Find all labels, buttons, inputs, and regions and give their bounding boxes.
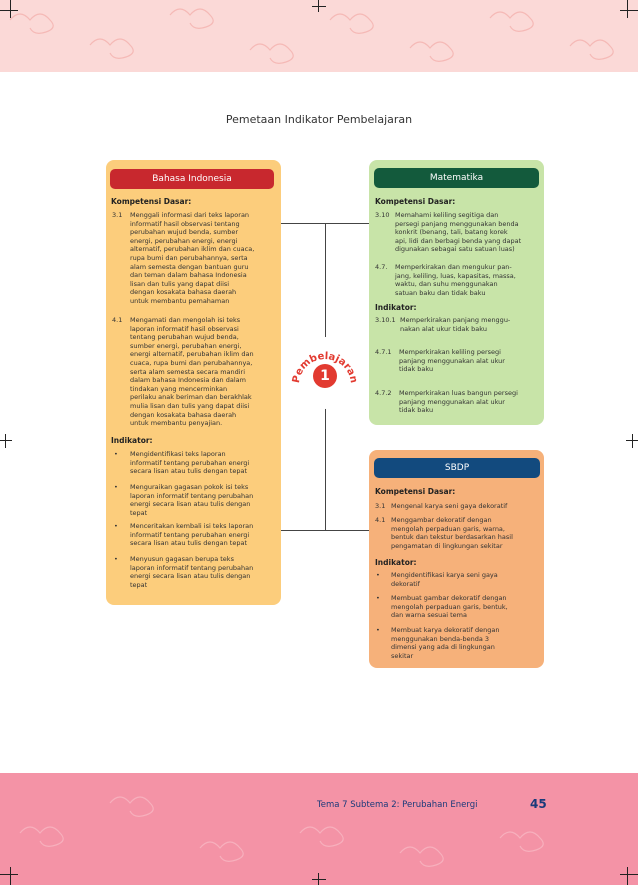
connector-line [281,530,325,531]
item-text [130,450,249,476]
item-number: 3.10.1 [375,316,396,324]
text-line: energi secara lisan atau tulis dengan [130,500,251,509]
text-line: dimensi yang ada di lingkungan [391,643,495,652]
text-line: dan teman dalam bahasa Indonesia [130,271,247,280]
crop-mark [620,10,638,11]
text-line: untuk membantu pemahaman [130,296,230,305]
text-line: serta alam semesta secara mandiri [130,367,246,376]
item-text [391,516,513,550]
bahasa-indikator-heading: Indikator: [111,436,153,445]
arc-text: Pembelajaran [290,350,360,384]
text-line: dekoratif [391,579,420,588]
item-text [395,263,516,297]
text-line: sumber energi, perubahan energi, [130,341,242,350]
top-decorative-band [0,0,638,72]
crop-mark [5,434,6,448]
page-number: 45 [530,797,547,811]
text-line: tentang perubahan wujud benda, [130,333,239,342]
text-line: dengan kosakata bahasa daerah [130,410,237,419]
crop-mark [0,10,18,11]
text-line: Mengidentifikasi karya seni gaya [391,571,498,579]
connector-line [325,404,326,530]
bullet: • [376,626,380,634]
bullet: • [376,594,380,602]
crop-mark [620,874,638,875]
text-line: untuk membantu penyajian. [130,419,223,428]
item-number: 4.7.1 [375,348,392,356]
text-line: Memperkirakan panjang menggu- [400,316,511,324]
crop-mark [627,867,628,885]
item-text [399,348,505,374]
cloud-pattern-icon [0,0,638,72]
text-line: persegi panjang menggunakan benda [395,219,519,228]
text-line: Memperkirakan dan mengukur pan- [395,263,512,271]
text-line: pengamatan di lingkungan sekitar [391,541,503,550]
text-line: Membuat gambar dekoratif dengan [391,594,507,602]
item-text [130,483,253,517]
item-number: 3.1 [375,502,386,510]
text-line: rupa bumi dan perubahannya, serta [130,253,248,262]
crop-mark [627,0,628,18]
text-line: dalam bahasa Indonesia dan dalam [130,376,246,385]
item-text [391,626,499,660]
bottom-decorative-band [0,773,638,885]
text-line: mengolah perpaduan garis, warna, [391,524,505,533]
text-line: dengan kosakata bahasa daerah [130,288,237,297]
text-line: sekitar [391,651,414,660]
text-line: tepat [130,580,148,589]
text-line: alternatif, perubahan iklim dan cuaca, [130,245,255,254]
text-line: Mengidentifikasi teks laporan [130,450,226,458]
item-text [391,502,507,511]
text-line: lisan dan tulis yang dapat diisi [130,279,230,288]
text-line: Memperkirakan luas bangun persegi [399,389,518,397]
text-line: cuaca, rupa bumi dan perubahannya, [130,358,253,367]
text-line: konkrit (benang, tali, batang korek [395,228,508,237]
item-text [400,316,510,333]
text-line: informatif tentang perubahan energi [130,458,250,467]
text-line: waktu, dan suhu menggunakan [395,280,498,289]
matematika-indikator-heading: Indikator: [375,303,417,312]
item-text [395,211,521,254]
text-line: energi alternatif, perubahan iklim dan [130,350,254,359]
matematika-header: Matematika [374,168,539,188]
text-line: digunakan sebagai satu satuan luas) [395,245,515,254]
bullet: • [114,555,118,563]
text-line: Memahami keliling segitiga dan [395,211,499,219]
text-line: energi, perubahan energi, energi [130,236,238,245]
text-line: perubahan wujud benda, sumber [130,228,238,237]
connector-line [281,223,325,224]
text-line: jang, keliling, luas, kapasitas, massa, [395,271,516,280]
text-line: dan warna sesuai tema [391,611,467,620]
text-line: tidak baku [399,365,434,374]
text-line: tepat [130,508,148,517]
crop-mark [10,0,11,18]
text-line: api, lidi dan berbagi benda yang dapat [395,236,522,245]
text-line: satuan baku dan tidak baku [395,288,486,297]
bullet: • [114,450,118,458]
text-line: alam semesta dengan bantuan guru [130,262,249,271]
page-title: Pemetaan Indikator Pembelajaran [225,113,413,126]
text-line: panjang menggunakan alat ukur [399,397,505,406]
item-number: 3.10 [375,211,390,219]
text-line: tindakan yang mencerminkan [130,384,228,393]
crop-mark [10,867,11,885]
item-text [391,571,498,588]
text-line: Menggambar dekoratif dengan [391,516,492,524]
bahasa-kd-heading: Kompetensi Dasar: [111,197,192,206]
item-number: 4.7. [375,263,388,271]
text-line: tidak baku [399,406,434,415]
matematika-kd-heading: Kompetensi Dasar: [375,197,456,206]
text-line: perilaku anak beriman dan berakhlak [130,393,252,402]
connector-line [325,530,369,531]
text-line: Mengenal karya seni gaya dekoratif [391,502,508,510]
crop-mark [312,879,326,880]
pembelajaran-number: 1 [313,364,337,388]
item-text [130,211,254,306]
text-line: panjang menggunakan alat ukur [399,356,505,365]
bullet: • [114,522,118,530]
text-line: bentuk dan tekstur berdasarkan hasil [391,533,513,542]
bullet: • [376,571,380,579]
crop-mark [632,434,633,448]
text-line: mulia lisan dan tulis yang dapat diisi [130,401,250,410]
text-line: Membuat karya dekoratif dengan [391,626,500,634]
text-line: nakan alat ukur tidak baku [400,324,487,333]
item-number: 4.7.2 [375,389,392,397]
text-line: menggunakan benda-benda 3 [391,634,489,643]
bahasa-indonesia-header: Bahasa Indonesia [110,169,274,189]
cloud-pattern-icon [0,773,638,885]
item-text [391,594,508,620]
connector-line [325,223,369,224]
text-line: Menyusun gagasan berupa teks [130,555,234,563]
item-text [130,555,253,589]
crop-mark [0,440,12,441]
text-line: energi secara lisan atau tulis dengan [130,572,251,581]
crop-mark [0,874,18,875]
text-line: laporan informatif tentang perubahan [130,491,254,500]
text-line: laporan informatif tentang perubahan [130,563,254,572]
text-line: Memperkirakan keliling persegi [399,348,501,356]
text-line: Menguraikan gagasan pokok isi teks [130,483,249,491]
sbdp-header: SBDP [374,458,540,478]
text-line: secara lisan atau tulis dengan tepat [130,467,248,476]
text-line: secara lisan atau tulis dengan tepat [130,539,248,548]
crop-mark [312,6,326,7]
bullet: • [114,483,118,491]
item-number: 3.1 [112,211,123,219]
text-line: Menggali informasi dari teks laporan [130,211,250,219]
sbdp-kd-heading: Kompetensi Dasar: [375,487,456,496]
item-text [399,389,518,415]
text-line: mengolah perpaduan garis, bentuk, [391,602,508,611]
text-line: informatif tentang perubahan energi [130,530,250,539]
text-line: Menceritakan kembali isi teks laporan [130,522,254,530]
item-number: 4.1 [112,316,123,324]
item-number: 4.1 [375,516,386,524]
sbdp-indikator-heading: Indikator: [375,558,417,567]
text-line: Mengamati dan mengolah isi teks [130,316,241,324]
text-line: laporan informatif hasil observasi [130,324,239,333]
footer-subtitle: Tema 7 Subtema 2: Perubahan Energi [317,800,478,810]
connector-line [325,223,326,341]
item-text [130,316,254,428]
text-line: informatif hasil observasi tentang [130,219,240,228]
item-text [130,522,253,548]
